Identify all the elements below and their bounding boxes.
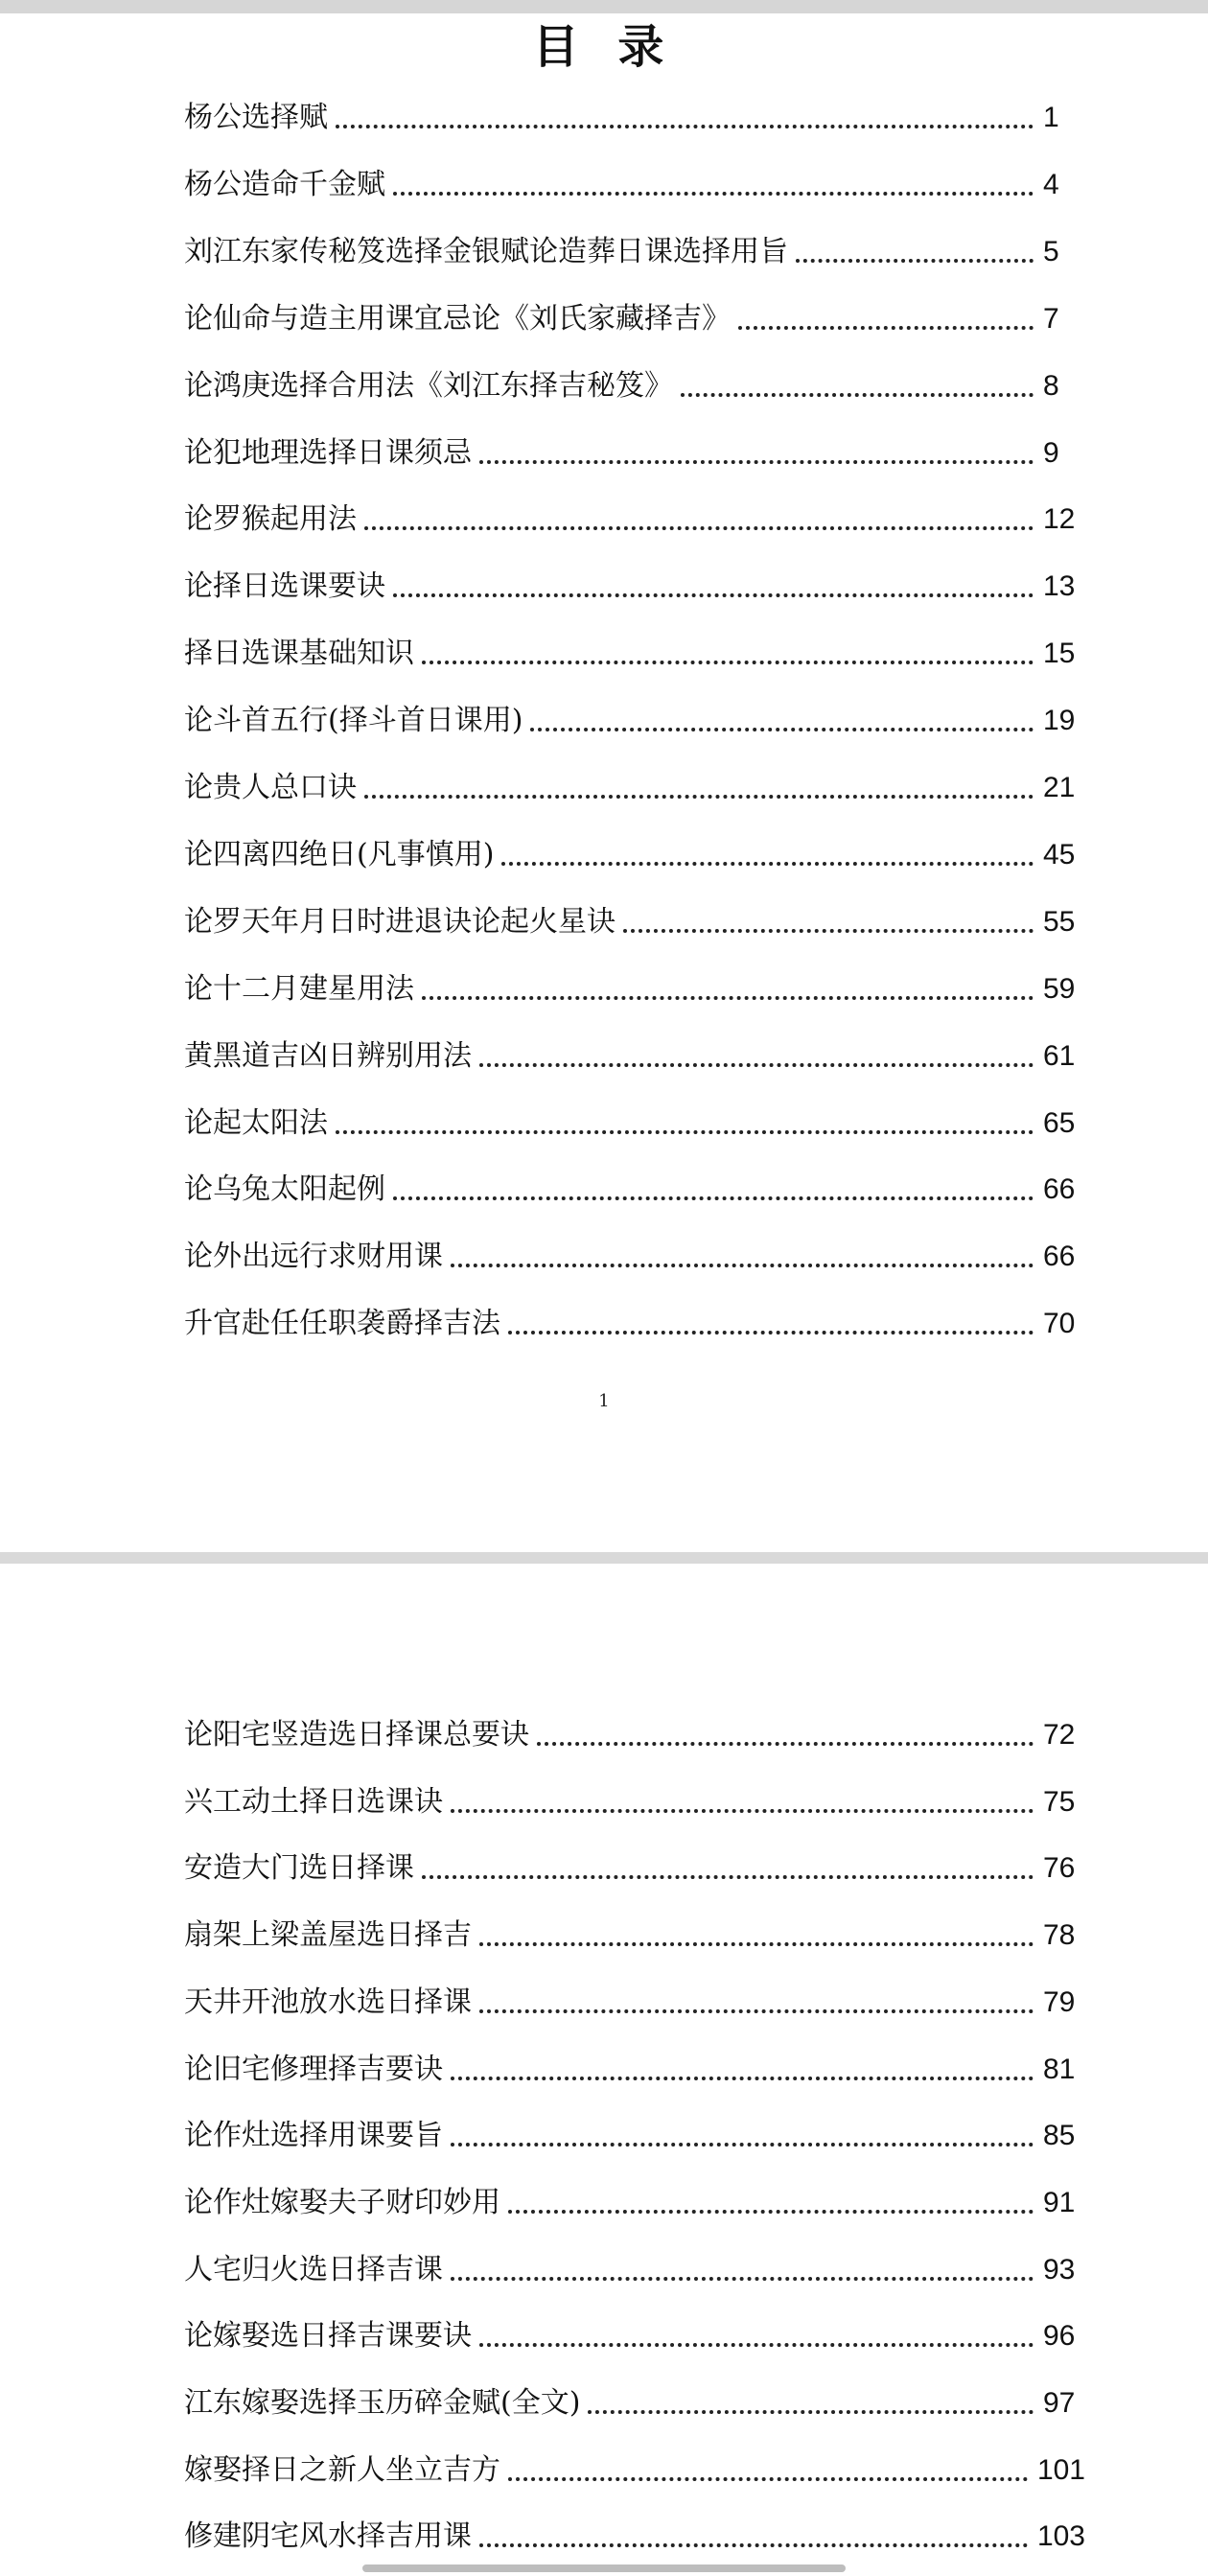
toc-entry-page: 66 — [1043, 1173, 1076, 1206]
dot-leader — [422, 661, 1034, 664]
toc-entry-page: 8 — [1043, 369, 1059, 402]
toc-entry-page: 5 — [1043, 235, 1059, 267]
toc-entry-page: 96 — [1043, 2320, 1076, 2353]
toc-entry[interactable] — [184, 826, 1085, 874]
toc-entry[interactable] — [184, 1228, 1085, 1276]
dot-leader — [422, 996, 1034, 1000]
dot-leader — [796, 259, 1034, 263]
toc-entry[interactable] — [184, 2308, 1085, 2356]
toc-entry-page: 81 — [1043, 2053, 1076, 2085]
dot-leader — [451, 2277, 1034, 2281]
dot-leader — [393, 1196, 1034, 1200]
toc-entry[interactable] — [184, 961, 1085, 1009]
toc-entry-title: 杨公选择赋 — [184, 101, 328, 134]
dot-leader — [364, 526, 1034, 530]
toc-entry-page: 59 — [1043, 972, 1076, 1005]
toc-entry-title: 论嫁娶选日择吉课要诀 — [184, 2319, 472, 2354]
toc-entry-title: 修建阴宅风水择吉用课 — [184, 2519, 472, 2554]
toc-entry[interactable] — [184, 491, 1085, 539]
toc-entry-title: 论十二月建星用法 — [184, 971, 414, 1006]
toc-entry-title: 黄黑道吉凶日辨别用法 — [184, 1038, 472, 1073]
toc-entry-title: 论外出远行求财用课 — [184, 1240, 443, 1274]
dot-leader — [479, 460, 1034, 464]
dot-leader — [530, 728, 1034, 731]
toc-entry-page: 101 — [1036, 2453, 1085, 2486]
toc-entry-page: 93 — [1043, 2253, 1076, 2286]
page-title: 目 录 — [532, 20, 676, 74]
toc-entry-page: 55 — [1043, 905, 1076, 938]
toc-entry-page: 61 — [1043, 1039, 1076, 1072]
toc-entry-title: 天井开池放水选日择课 — [184, 1984, 472, 2019]
toc-entry-page: 45 — [1043, 838, 1076, 870]
dot-leader — [479, 2009, 1034, 2013]
toc-entry[interactable] — [184, 2442, 1085, 2490]
toc-entry[interactable] — [184, 893, 1085, 941]
toc-entry-page: 66 — [1043, 1241, 1076, 1273]
toc-entry[interactable] — [184, 1161, 1085, 1209]
dot-leader — [479, 1063, 1034, 1067]
toc-entry-page: 79 — [1043, 1985, 1076, 2018]
dot-leader — [623, 929, 1034, 933]
toc-entry[interactable] — [184, 1774, 1085, 1822]
toc-entry-title: 论罗猴起用法 — [184, 502, 357, 537]
dot-leader — [508, 1331, 1034, 1334]
toc-entry-page: 21 — [1043, 772, 1076, 803]
dot-leader — [451, 1264, 1034, 1267]
toc-entry-page: 13 — [1043, 570, 1076, 603]
toc-entry[interactable] — [184, 2241, 1085, 2289]
page-number: 1 — [598, 1391, 610, 1411]
toc-entry[interactable] — [184, 1095, 1085, 1143]
toc-entry-title: 论作灶嫁娶夫子财印妙用 — [184, 2185, 500, 2219]
dot-leader — [364, 795, 1034, 799]
document-page-2 — [0, 1564, 1208, 2576]
toc-entry[interactable] — [184, 2041, 1085, 2089]
toc-entry-title: 论阳宅竖造选日择课总要诀 — [184, 1718, 529, 1752]
toc-entry[interactable] — [184, 692, 1085, 740]
toc-entry-title: 论仙命与造主用课宜忌论《刘氏家藏择吉》 — [184, 301, 731, 336]
toc-entry-title: 升官赴任任职袭爵择吉法 — [184, 1307, 500, 1341]
toc-entry[interactable] — [184, 1706, 1085, 1754]
toc-entry[interactable] — [184, 1840, 1085, 1888]
dot-leader — [479, 2343, 1034, 2347]
toc-entry-title: 论贵人总口诀 — [184, 771, 357, 804]
toc-entry-title: 论斗首五行(择斗首日课用) — [184, 704, 523, 738]
toc-entry[interactable] — [184, 1974, 1085, 2022]
toc-entry[interactable] — [184, 425, 1085, 473]
toc-entry-title: 论作灶选择用课要旨 — [184, 2119, 443, 2153]
dot-leader — [501, 862, 1034, 866]
toc-entry-page: 103 — [1036, 2520, 1085, 2553]
toc-entry[interactable] — [184, 89, 1085, 137]
toc-entry-title: 人宅归火选日择吉课 — [184, 2252, 443, 2286]
top-gap — [0, 0, 1208, 13]
toc-entry[interactable] — [184, 759, 1085, 807]
toc-entry[interactable] — [184, 2375, 1085, 2423]
toc-entry-title: 刘江东家传秘笈选择金银赋论造葬日课选择用旨 — [184, 234, 788, 268]
toc-entry-title: 论犯地理选择日课须忌 — [184, 435, 472, 470]
scroll-indicator[interactable] — [362, 2564, 846, 2572]
toc-entry-title: 择日选课基础知识 — [184, 637, 414, 671]
toc-entry[interactable] — [184, 558, 1085, 606]
toc-entry[interactable] — [184, 223, 1085, 271]
toc-entry-page: 91 — [1043, 2186, 1076, 2218]
dot-leader — [451, 2077, 1034, 2080]
toc-entry[interactable] — [184, 2174, 1085, 2222]
toc-entry-title: 江东嫁娶选择玉历碎金赋(全文) — [184, 2386, 581, 2420]
toc-entry-page: 76 — [1043, 1852, 1076, 1885]
toc-entry-page: 19 — [1043, 705, 1076, 737]
toc-entry-page: 85 — [1043, 2120, 1076, 2152]
toc-entry-page: 12 — [1043, 503, 1076, 536]
toc-entry-page: 4 — [1043, 168, 1059, 200]
toc-entry[interactable] — [184, 1295, 1085, 1343]
toc-entry-page: 72 — [1043, 1719, 1076, 1751]
dot-leader — [738, 326, 1034, 330]
dot-leader — [451, 1809, 1034, 1813]
document-page-1 — [0, 13, 1208, 1552]
toc-entry-title: 兴工动土择日选课诀 — [184, 1784, 443, 1819]
toc-entry-title: 论起太阳法 — [184, 1105, 328, 1140]
toc-entry-page: 70 — [1043, 1308, 1076, 1340]
dot-leader — [393, 192, 1034, 196]
dot-leader — [479, 2543, 1028, 2547]
toc-entry-page: 9 — [1043, 436, 1059, 469]
dot-leader — [479, 1942, 1034, 1946]
toc-entry-page: 75 — [1043, 1785, 1076, 1818]
dot-leader — [393, 593, 1034, 597]
toc-entry-title: 杨公造命千金赋 — [184, 167, 385, 201]
toc-entry[interactable] — [184, 1028, 1085, 1076]
toc-entry-page: 7 — [1043, 302, 1059, 335]
toc-entry-title: 论择日选课要诀 — [184, 569, 385, 604]
dot-leader — [451, 2143, 1034, 2147]
dot-leader — [336, 1130, 1034, 1134]
toc-entry[interactable] — [184, 156, 1085, 204]
toc-entry-title: 论罗天年月日时进退诀论起火星诀 — [184, 904, 616, 939]
dot-leader — [537, 1742, 1034, 1746]
toc-entry-page: 15 — [1043, 638, 1076, 670]
dot-leader — [336, 125, 1034, 128]
toc-entry[interactable] — [184, 1907, 1085, 1955]
toc-entry-title: 论四离四绝日(凡事慎用) — [184, 837, 495, 871]
toc-entry[interactable] — [184, 625, 1085, 673]
dot-leader — [681, 393, 1034, 397]
toc-entry-page: 78 — [1043, 1919, 1076, 1952]
toc-entry-title: 论旧宅修理择吉要诀 — [184, 2052, 443, 2086]
dot-leader — [422, 1875, 1034, 1879]
toc-entry-title: 扇架上梁盖屋选日择吉 — [184, 1918, 472, 1953]
toc-entry[interactable] — [184, 290, 1085, 338]
dot-leader — [508, 2477, 1028, 2481]
toc-entry[interactable] — [184, 2508, 1085, 2556]
toc-entry-title: 论乌兔太阳起例 — [184, 1172, 385, 1207]
toc-entry-page: 1 — [1043, 102, 1059, 133]
toc-entry-title: 安造大门选日择课 — [184, 1851, 414, 1886]
dot-leader — [508, 2210, 1034, 2214]
toc-entry-title: 论鸿庚选择合用法《刘江东择吉秘笈》 — [184, 368, 673, 403]
toc-entry-page: 65 — [1043, 1106, 1076, 1139]
toc-entry[interactable] — [184, 358, 1085, 406]
toc-entry-title: 嫁娶择日之新人坐立吉方 — [184, 2452, 500, 2487]
toc-entry[interactable] — [184, 2107, 1085, 2155]
dot-leader — [588, 2410, 1034, 2414]
toc-entry-page: 97 — [1043, 2387, 1076, 2419]
